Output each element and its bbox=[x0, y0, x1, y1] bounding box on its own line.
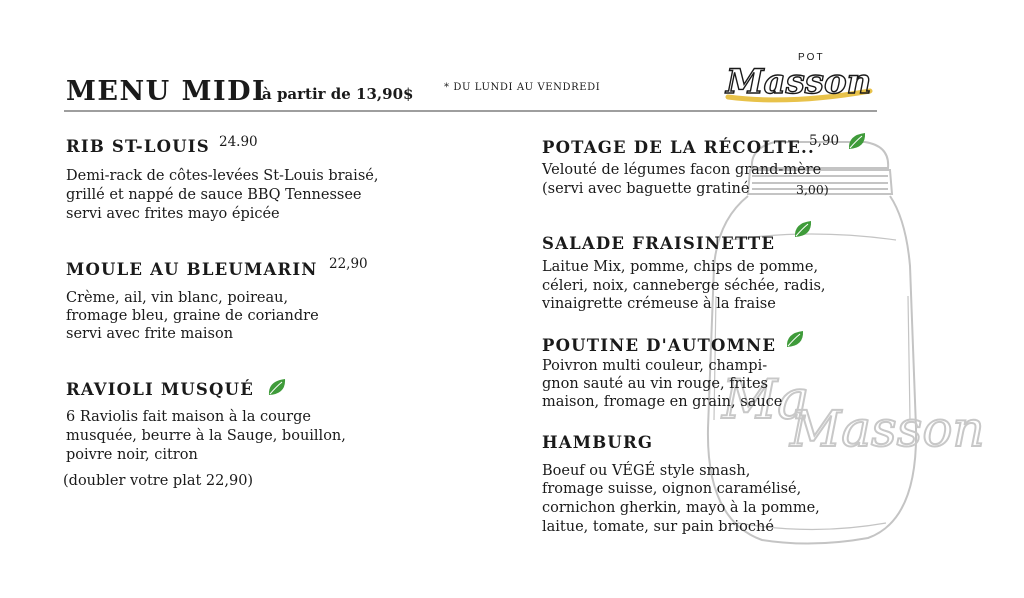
logo-brand-text: Masson bbox=[726, 62, 872, 102]
item-desc-line: céleri, noix, canneberge séchée, radis, bbox=[542, 278, 826, 294]
item-desc-line: gnon sauté au vin rouge, frites bbox=[542, 376, 768, 392]
item-desc-line: (servi avec baguette gratiné bbox=[542, 181, 750, 197]
leaf-icon bbox=[266, 376, 288, 398]
item-title-rib-st-louis: RIB ST-LOUIS bbox=[66, 137, 210, 156]
leaf-icon bbox=[846, 130, 868, 152]
item-desc-line: grillé et nappé de sauce BBQ Tennessee bbox=[66, 187, 362, 203]
item-price-potage: 5,90 bbox=[809, 133, 840, 149]
pot-masson-logo bbox=[720, 45, 880, 105]
svg-text:Ma: Ma bbox=[722, 368, 810, 431]
leaf-icon bbox=[784, 328, 806, 350]
item-desc-line: laitue, tomate, sur pain brioché bbox=[542, 519, 774, 535]
item-title-poutine-d-automne: POUTINE D'AUTOMNE bbox=[542, 336, 777, 355]
item-desc-line: servi avec frite maison bbox=[66, 326, 234, 342]
item-desc-line: 6 Raviolis fait maison à la courge bbox=[66, 409, 311, 425]
item-side-price: 3,00) bbox=[796, 182, 829, 197]
item-desc-line: vinaigrette crémeuse à la fraise bbox=[542, 296, 776, 312]
item-desc-line: poivre noir, citron bbox=[66, 447, 198, 463]
menu-days-note: * DU LUNDI AU VENDREDI bbox=[444, 82, 601, 93]
item-desc-line: cornichon gherkin, mayo à la pomme, bbox=[542, 500, 820, 516]
item-desc-line: musquée, beurre à la Sauge, bouillon, bbox=[66, 428, 346, 444]
item-title-hamburg: HAMBURG bbox=[542, 433, 654, 452]
item-desc-line: servi avec frites mayo épicée bbox=[66, 206, 280, 222]
menu-price-label: à partir de 13,90$ bbox=[262, 85, 414, 103]
item-price-rib-st-louis: 24.90 bbox=[219, 134, 258, 150]
item-desc-line: Crème, ail, vin blanc, poireau, bbox=[66, 290, 289, 306]
item-title-salade-fraisinette: SALADE FRAISINETTE bbox=[542, 234, 776, 253]
item-title-potage-de-la-recolte: POTAGE DE LA RÉCOLTE.. bbox=[542, 138, 815, 157]
item-price-moule-au-bleumarin: 22,90 bbox=[329, 256, 368, 272]
header-divider bbox=[64, 110, 877, 112]
leaf-icon bbox=[792, 218, 814, 240]
jar-brand-text: Masson bbox=[790, 400, 985, 458]
item-desc-line: fromage suisse, oignon caramélisé, bbox=[542, 481, 802, 497]
item-desc-line: fromage bleu, graine de coriandre bbox=[66, 308, 319, 324]
item-desc-line: maison, fromage en grain, sauce bbox=[542, 394, 783, 410]
item-desc-line: Boeuf ou VÉGÉ style smash, bbox=[542, 463, 751, 479]
item-desc-line: Velouté de légumes facon grand-mère bbox=[542, 162, 822, 178]
item-title-moule-au-bleumarin: MOULE AU BLEUMARIN bbox=[66, 260, 318, 279]
item-desc-line: Poivron multi couleur, champi- bbox=[542, 358, 768, 374]
menu-title: MENU MIDI bbox=[66, 76, 267, 107]
item-desc-line: Laitue Mix, pomme, chips de pomme, bbox=[542, 259, 819, 275]
logo-top-word: POT bbox=[798, 52, 825, 63]
item-extra-note: (doubler votre plat 22,90) bbox=[63, 473, 254, 489]
item-desc-line: Demi-rack de côtes-levées St-Louis braisé, bbox=[66, 168, 379, 184]
item-title-ravioli-musque: RAVIOLI MUSQUÉ bbox=[66, 380, 254, 399]
